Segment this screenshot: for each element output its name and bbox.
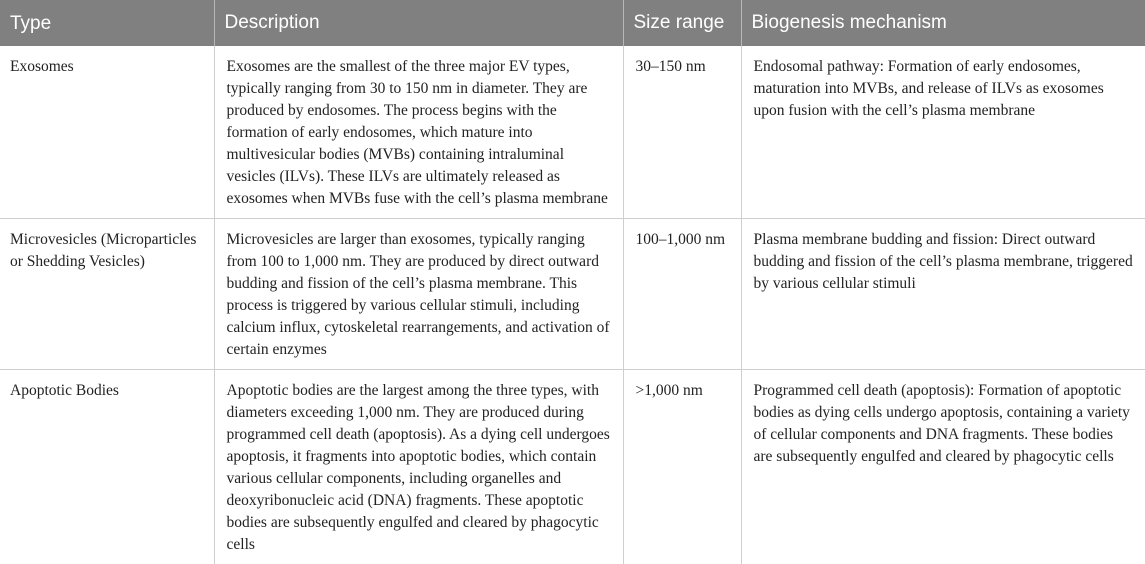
- table-row: [0, 46, 1145, 219]
- table-row: [0, 219, 1145, 370]
- cell-type: Apoptotic Bodies: [0, 370, 214, 564]
- cell-description: Exosomes are the smallest of the three major EV types, typically ranging from 30 to 150 nm in diameter. They are produced by endosomes. The process begins with the formation of early endosomes, which mature into multivesicular bodies (MVBs) containing intraluminal vesicles (ILVs). These ILVs are ultimately released as exosomes when MVBs fuse with the cell’s plasma membrane: [214, 46, 623, 219]
- cell-biogenesis: Programmed cell death (apoptosis): Formation of apoptotic bodies as dying cells undergo apoptosis, containing a variety of cellular components and DNA fragments. These bodies are subsequently engulfed and cleared by phagocytic cells: [741, 370, 1145, 564]
- header-size-range: Size range: [623, 0, 741, 46]
- table-row: [0, 370, 1145, 564]
- header-row: [0, 0, 1145, 46]
- cell-description: Microvesicles are larger than exosomes, typically ranging from 100 to 1,000 nm. They are produced by direct outward budding and fission of the cell’s plasma membrane. This process is triggered by various cellular stimuli, including calcium influx, cytoskeletal rearrangements, and activation of certain enzymes: [214, 219, 623, 370]
- table-body: [0, 46, 1145, 564]
- cell-size-range: 30–150 nm: [623, 46, 741, 219]
- cell-type: Exosomes: [0, 46, 214, 219]
- cell-description: Apoptotic bodies are the largest among the three types, with diameters exceeding 1,000 nm. They are produced during programmed cell death (apoptosis). As a dying cell undergoes apoptosis, it fragments into apoptotic bodies, which contain various cellular components, including organelles and deoxyribonucleic acid (DNA) fragments. These apoptotic bodies are subsequently engulfed and cleared by phagocytic cells: [214, 370, 623, 564]
- header-type: Type: [0, 0, 214, 46]
- cell-type: Microvesicles (Microparticles or Shedding Vesicles): [0, 219, 214, 370]
- cell-biogenesis: Plasma membrane budding and fission: Direct outward budding and fission of the cell’s plasma membrane, triggered by various cellular stimuli: [741, 219, 1145, 370]
- header-description: Description: [214, 0, 623, 46]
- cell-size-range: >1,000 nm: [623, 370, 741, 564]
- cell-biogenesis: Endosomal pathway: Formation of early endosomes, maturation into MVBs, and release of ILVs as exosomes upon fusion with the cell’s plasma membrane: [741, 46, 1145, 219]
- table-header: [0, 0, 1145, 46]
- header-biogenesis-mechanism: Biogenesis mechanism: [741, 0, 1145, 46]
- cell-size-range: 100–1,000 nm: [623, 219, 741, 370]
